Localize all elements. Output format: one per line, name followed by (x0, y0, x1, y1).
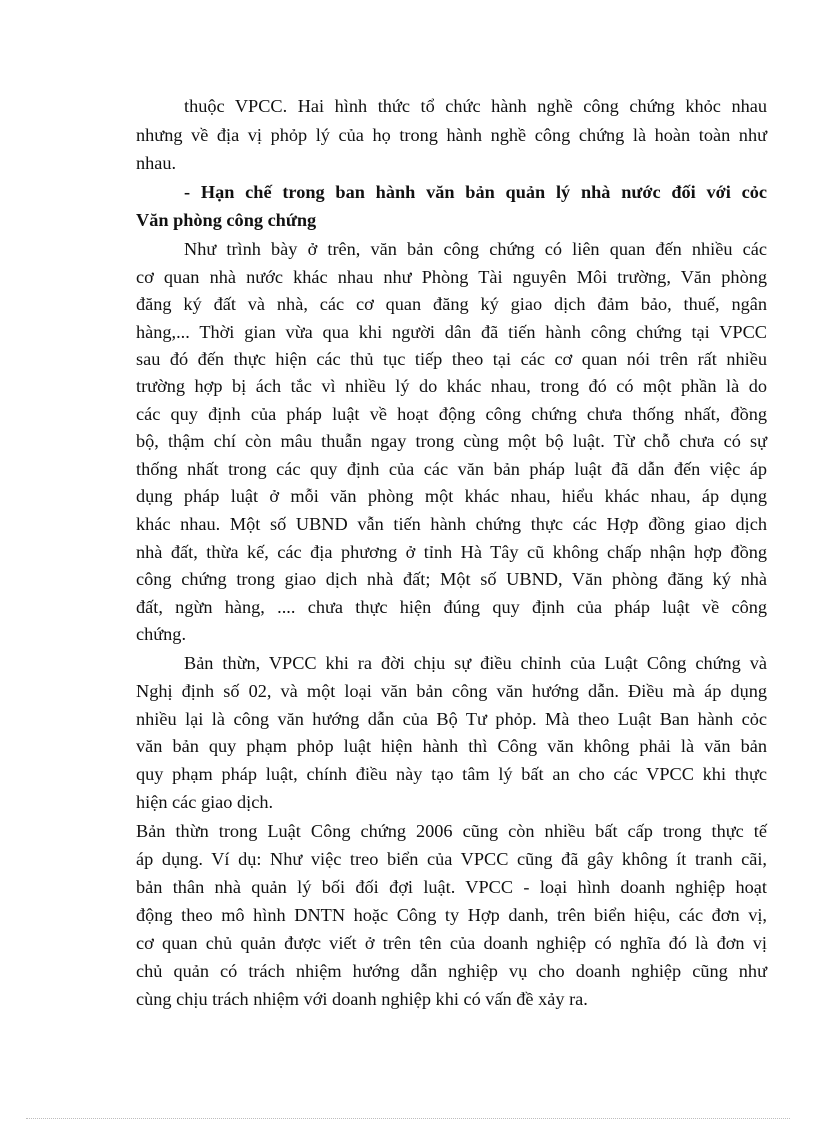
body-text-line: trường hợp bị ách tắc vì nhiều lý do khác nhau, trong đó có một phần là do (136, 376, 767, 396)
body-text-line: sau đó đến thực hiện các thủ tục tiếp theo tại các cơ quan nói trên rất nhiều (136, 349, 767, 369)
body-text-line: hiện các giao dịch. (136, 792, 274, 812)
body-text-line: Nghị định số 02, và một loại văn bản công văn hướng dẫn. Điều mà áp dụng (136, 681, 767, 701)
section-heading: - Hạn chế trong ban hành văn bản quản lý nhà nước đối với cỏc (184, 182, 767, 202)
body-text-line: dụng pháp luật ở mỗi văn phòng một khác nhau, hiểu khác nhau, áp dụng (136, 486, 767, 506)
body-text-line: nhà đất, thừa kế, các địa phương ở tỉnh Hà Tây cũ không chấp nhận hợp đồng (136, 542, 767, 562)
body-text-line: đăng ký đất và nhà, các cơ quan đăng ký giao dịch đảm bảo, thuế, ngân (136, 294, 767, 314)
body-text-line: Bản thừn, VPCC khi ra đời chịu sự điều chỉnh của Luật Công chứng và (184, 653, 767, 673)
body-text-line: bản thân nhà quản lý bối đối đợi luật. VPCC - loại hình doanh nghiệp hoạt (136, 877, 767, 897)
body-text-line: nhau. (136, 153, 177, 173)
body-text-line: khác nhau. Một số UBND vẫn tiến hành chứng thực các Hợp đồng giao dịch (136, 514, 767, 534)
body-text-line: cơ quan nhà nước khác nhau như Phòng Tài nguyên Môi trường, Văn phòng (136, 267, 767, 287)
body-text-line: bộ, thậm chí còn mâu thuẫn ngay trong cùng một bộ luật. Từ chỗ chưa có sự (136, 431, 767, 451)
body-text-line: áp dụng. Ví dụ: Như việc treo biển của VPCC cũng đã gây không ít tranh cãi, (136, 849, 767, 869)
body-text-line: chứng. (136, 624, 187, 644)
body-text-line: quy phạm pháp luật, chính điều này tạo tâm lý bất an cho các VPCC khi thực (136, 764, 767, 784)
body-text-line: hàng,... Thời gian vừa qua khi người dân đã tiến hành công chứng tại VPCC (136, 322, 767, 342)
body-text-line: động theo mô hình DNTN hoặc Công ty Hợp danh, trên biển hiệu, các đơn vị, (136, 905, 767, 925)
body-text-line: cơ quan chủ quản được viết ở trên tên của doanh nghiệp có nghĩa đó là đơn vị (136, 933, 767, 953)
body-text-line: các quy định của pháp luật về hoạt động công chứng chưa thống nhất, đồng (136, 404, 767, 424)
page-bottom-divider (26, 1118, 790, 1119)
body-text-line: nhiều lại là công văn hướng dẫn của Bộ Tư phỏp. Mà theo Luật Ban hành cỏc (136, 709, 767, 729)
body-text-line: thống nhất trong các quy định của các văn bản pháp luật đã dẫn đến việc áp (136, 459, 767, 479)
body-text-line: thuộc VPCC. Hai hình thức tổ chức hành nghề công chứng khỏc nhau (184, 96, 767, 116)
body-text-line: Như trình bày ở trên, văn bản công chứng có liên quan đến nhiều các (184, 239, 767, 259)
body-text-line: nhưng về địa vị phỏp lý của họ trong hành nghề công chứng là hoàn toàn như (136, 125, 767, 145)
body-text-line: văn bản quy phạm phỏp luật hiện hành thì Công văn không phải là văn bản (136, 736, 767, 756)
section-heading: Văn phòng công chứng (136, 210, 317, 230)
body-text-line: chủ quản có trách nhiệm hướng dẫn nghiệp vụ cho doanh nghiệp cũng như (136, 961, 767, 981)
body-text-line: đất, ngừn hàng, .... chưa thực hiện đúng quy định của pháp luật về công (136, 597, 767, 617)
body-text-line: cùng chịu trách nhiệm với doanh nghiệp khi có vấn đề xảy ra. (136, 989, 588, 1009)
body-text-line: công chứng trong giao dịch nhà đất; Một số UBND, Văn phòng đăng ký nhà (136, 569, 767, 589)
body-text-line: Bản thừn trong Luật Công chứng 2006 cũng còn nhiều bất cấp trong thực tế (136, 821, 767, 841)
